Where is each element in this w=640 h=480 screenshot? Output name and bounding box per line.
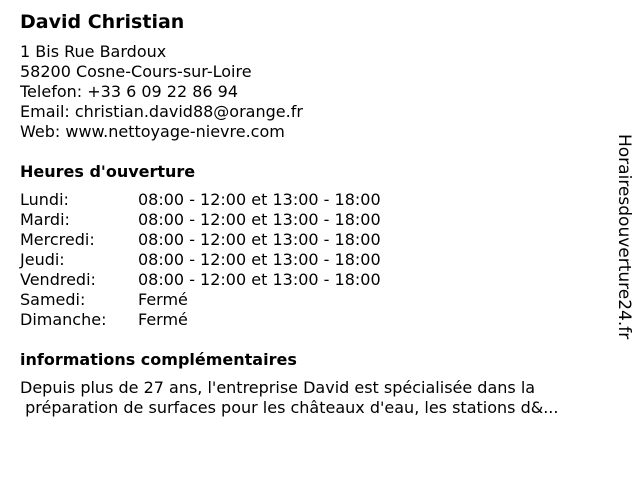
day-label: Mardi: [20,210,70,229]
email-line: Email: christian.david88@orange.fr [20,102,303,121]
day-label: Mercredi: [20,230,95,249]
web-line: Web: www.nettoyage-nievre.com [20,122,285,141]
opening-hours-list [20,190,610,330]
day-label: Vendredi: [20,270,96,289]
hours-row-wednesday [20,230,610,250]
hours-row-saturday [20,290,610,310]
description-line-2: préparation de surfaces pour les châteaux d'eau, les stations d&... [20,398,559,417]
day-label: Samedi: [20,290,86,309]
business-card [20,10,610,418]
business-name: David Christian [20,11,185,33]
hours-row-tuesday [20,210,610,230]
day-label: Dimanche: [20,310,107,329]
site-watermark: Horairesdouverture24.fr [614,134,634,340]
hours-row-thursday [20,250,610,270]
day-label: Lundi: [20,190,69,209]
address-street: 1 Bis Rue Bardoux [20,42,167,61]
additional-info-heading: informations complémentaires [20,350,297,369]
opening-hours-heading: Heures d'ouverture [20,162,196,181]
day-hours: 08:00 - 12:00 et 13:00 - 18:00 [138,230,381,249]
day-hours: Fermé [138,290,188,309]
description-line-1: Depuis plus de 27 ans, l'entreprise David est spécialisée dans la [20,378,536,397]
day-hours: 08:00 - 12:00 et 13:00 - 18:00 [138,190,381,209]
phone-line: Telefon: +33 6 09 22 86 94 [20,82,239,101]
hours-row-monday [20,190,610,210]
hours-row-sunday [20,310,610,330]
address-city: 58200 Cosne-Cours-sur-Loire [20,62,252,81]
day-hours: Fermé [138,310,188,329]
day-hours: 08:00 - 12:00 et 13:00 - 18:00 [138,210,381,229]
day-hours: 08:00 - 12:00 et 13:00 - 18:00 [138,270,381,289]
hours-row-friday [20,270,610,290]
day-label: Jeudi: [20,250,65,269]
day-hours: 08:00 - 12:00 et 13:00 - 18:00 [138,250,381,269]
